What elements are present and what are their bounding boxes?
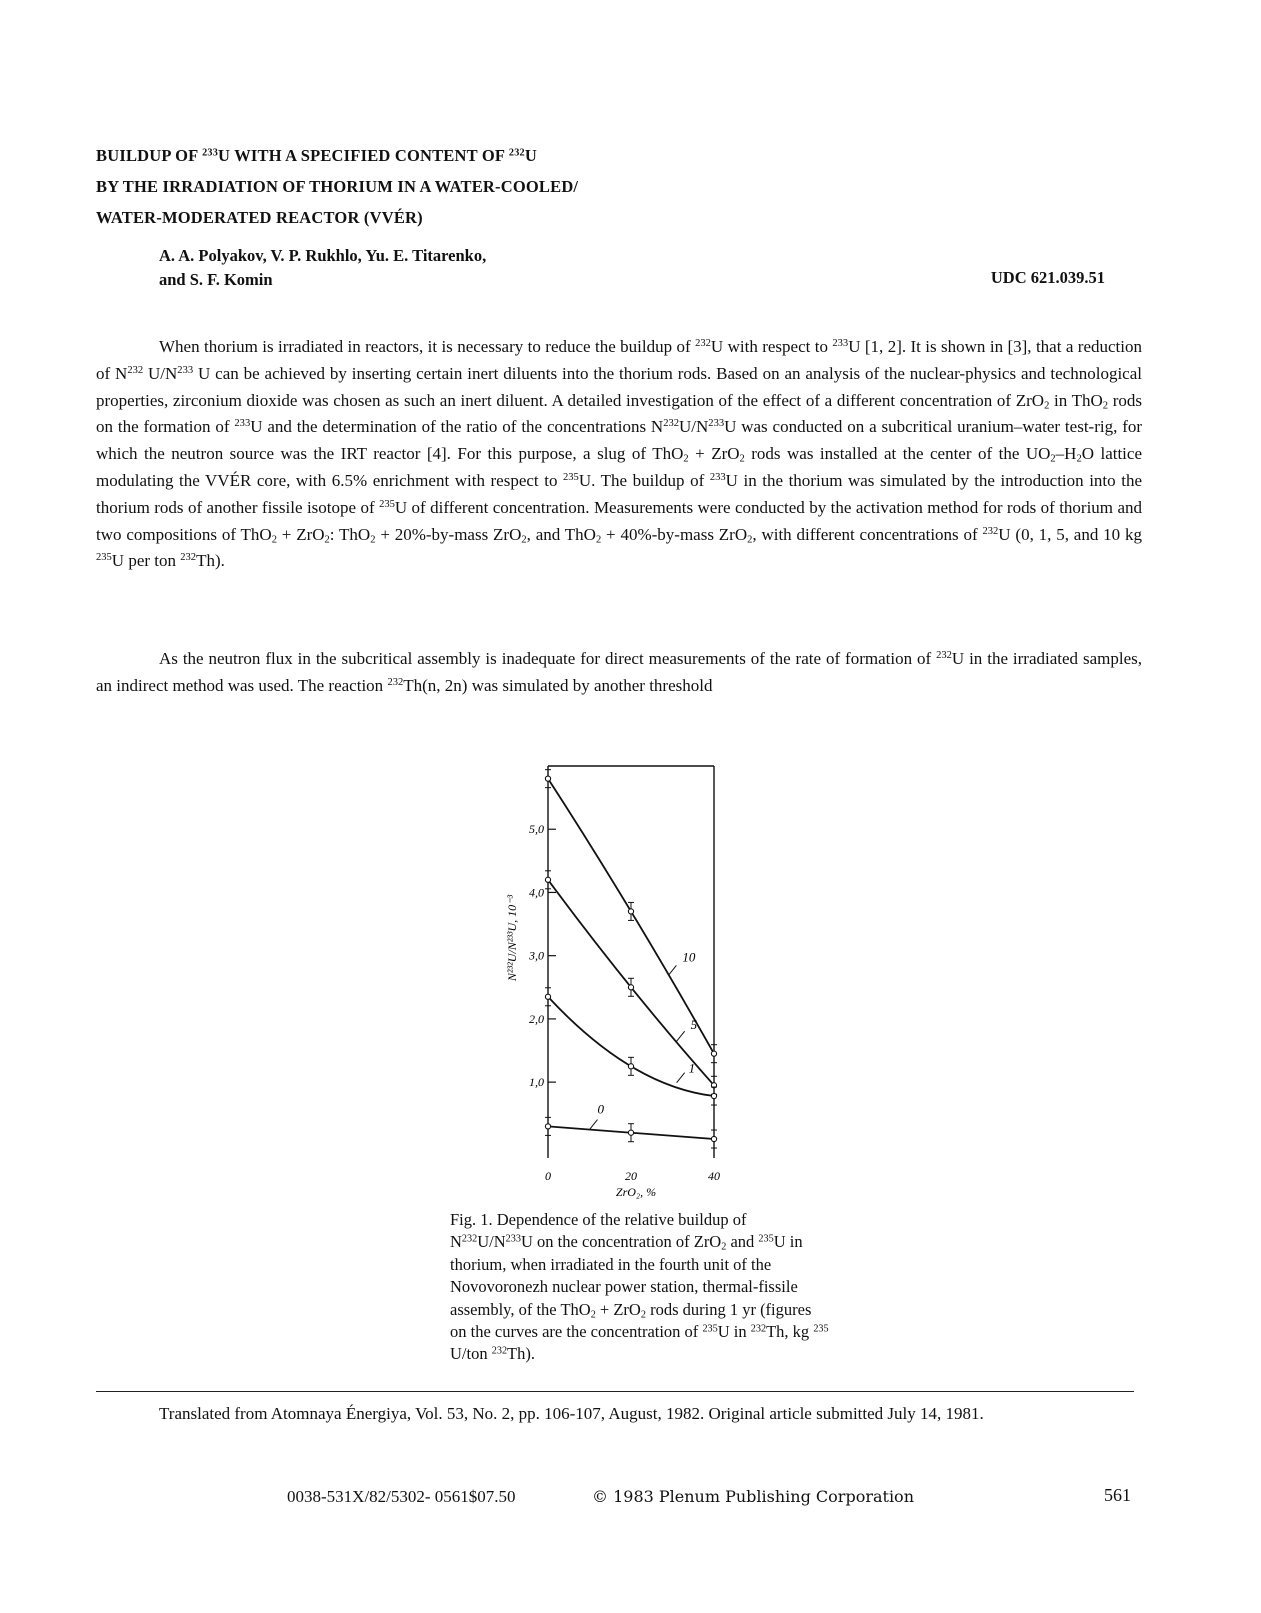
- text-run: When thorium is irradiated in reactors, it is necessary to reduce the buildup of: [159, 337, 696, 356]
- text-run: U in the irradiated samples, an indirect method was used. The reaction: [96, 649, 1142, 695]
- text-run: in ThO: [1049, 390, 1103, 410]
- text-run: + 40%-by-mass ZrO: [601, 524, 748, 544]
- paragraph-1: [96, 334, 1142, 575]
- subscript: 2: [271, 534, 277, 546]
- text-run: , and ThO: [526, 524, 596, 544]
- y-tick-label: 5,0: [529, 822, 544, 837]
- series-label-leader: [590, 1120, 598, 1130]
- paper-title: BUILDUP OF $^{233}$U WITH A SPECIFIED CONTENT OF $^{232}$U BY THE IRRADIATION OF THORIUM IN A WATER-COOLED/ WATER-MODERATED REACTOR (VVÉR): [96, 146, 579, 227]
- data-point: [545, 877, 550, 882]
- text-run: U of different concentration. Measurements were conducted by the activation method for rods of thorium and two compositions of ThO: [96, 497, 1142, 544]
- figure-caption: [450, 1209, 830, 1366]
- data-point: [628, 909, 633, 914]
- text-run: Th(n, 2n) was simulated by another threshold: [403, 675, 713, 695]
- copyright: © 1983 Plenum Publishing Corporation: [592, 1487, 914, 1506]
- text-run: rods during 1 yr (figures on the curves are the concentration of: [450, 1299, 812, 1342]
- data-point: [628, 1064, 633, 1069]
- text-run: Th).: [507, 1344, 535, 1364]
- udc-code: UDC 621.039.51: [990, 268, 1105, 287]
- y-tick-label: 1,0: [529, 1075, 544, 1090]
- data-point: [711, 1136, 716, 1141]
- superscript: 232: [180, 552, 197, 564]
- x-axis-ticks: [545, 1169, 720, 1183]
- series-label-5: 5: [690, 1017, 698, 1033]
- text-run: rods on the formation of: [96, 390, 1142, 437]
- series-label-leader: [677, 1073, 685, 1083]
- superscript: 233: [505, 1233, 521, 1245]
- text-run: U/ton: [450, 1344, 492, 1364]
- page-number: 561: [1104, 1485, 1131, 1505]
- text-run: + ZrO: [595, 1299, 641, 1319]
- series-label-0: 0: [597, 1101, 604, 1117]
- superscript: 232: [663, 418, 680, 430]
- text-run: U (0, 1, 5, and 10 kg: [998, 524, 1143, 544]
- footnote: Translated from Atomnaya Énergiya, Vol. 53, No. 2, pp. 106-107, August, 1982. Original article submitted July 14, 1981.: [159, 1404, 984, 1423]
- text-run: + ZrO: [276, 524, 325, 544]
- text-run: , with different concentrations of: [752, 524, 983, 544]
- footnote-rule: [96, 1391, 1134, 1392]
- subscript: 2: [747, 534, 753, 546]
- series-label-leader: [677, 1031, 685, 1041]
- data-point: [545, 1124, 550, 1129]
- data-point: [545, 776, 550, 781]
- text-run: U/N: [679, 417, 709, 437]
- text-run: U per ton: [111, 551, 181, 571]
- text-run: As the neutron flux in the subcritical assembly is inadequate for direct measurements of the rate of formation of: [159, 649, 937, 668]
- superscript: 235: [702, 1323, 718, 1335]
- text-run: and: [726, 1232, 759, 1252]
- x-tick-label: 40: [708, 1169, 720, 1183]
- text-run: U/N: [143, 363, 178, 383]
- subscript: 2: [683, 453, 689, 465]
- text-run: U on the concentration of ZrO: [521, 1232, 722, 1252]
- superscript: 235: [758, 1233, 774, 1245]
- y-tick-label: 3,0: [529, 948, 544, 963]
- paragraph-2: [96, 646, 1142, 700]
- x-tick-label: 20: [625, 1169, 637, 1183]
- text-run: U can be achieved by inserting certain inert diluents into the thorium rods. Based on an analysis of the nuclear-physics and technological properties, zirconium dioxide was chosen as such an inert diluent. A detailed investigation of the effect of a different concentration of ZrO: [96, 363, 1142, 410]
- superscript: 235: [813, 1323, 829, 1335]
- series-label-1: 1: [688, 1060, 696, 1076]
- text-run: U in: [717, 1322, 751, 1342]
- text-run: rods was installed at the center of the UO: [744, 444, 1051, 464]
- series-label-10: 10: [682, 949, 696, 965]
- superscript: 232: [695, 338, 711, 350]
- subscript: 2: [1102, 400, 1109, 412]
- authors: A. A. Polyakov, V. P. Rukhlo, Yu. E. Titarenko, and S. F. Komin: [159, 246, 487, 289]
- subscript: 2: [590, 1309, 596, 1321]
- text-run: Th, kg: [766, 1322, 814, 1342]
- subscript: 2: [370, 534, 376, 546]
- text-run: U [1, 2]. It is shown in [3], that a reduction of N: [96, 337, 1142, 383]
- superscript: 232: [461, 1233, 478, 1245]
- superscript: 235: [96, 552, 112, 564]
- text-run: + ZrO: [688, 444, 740, 464]
- text-run: U. The buildup of: [578, 470, 710, 490]
- superscript: 235: [379, 498, 395, 510]
- text-run: U/N: [477, 1232, 506, 1252]
- superscript: 233: [234, 418, 251, 430]
- superscript: 232: [491, 1345, 508, 1357]
- text-run: U in thorium, when irradiated in the fourth unit of the Novovoronezh nuclear power station, thermal-fissile assembly, of the ThO: [450, 1232, 803, 1319]
- text-run: + 20%-by-mass ZrO: [375, 524, 522, 544]
- text-run: –H: [1055, 444, 1077, 464]
- subscript: 2: [595, 534, 602, 546]
- text-run: U was conducted on a subcritical uranium–water test-rig, for which the neutron source was the IRT reactor [4]. For this purpose, a slug of ThO: [96, 417, 1143, 464]
- superscript: 232: [127, 365, 144, 376]
- superscript: 232: [982, 525, 999, 537]
- superscript: 233: [708, 418, 725, 430]
- superscript: 233: [832, 338, 849, 350]
- y-axis-ticks: [528, 822, 556, 1089]
- text-run: Th).: [196, 551, 225, 571]
- text-run: U with respect to: [710, 337, 833, 356]
- subscript: 2: [640, 1309, 646, 1321]
- y-tick-label: 2,0: [529, 1011, 544, 1026]
- figure-1-chart: [496, 760, 756, 1206]
- subscript: 2: [721, 1241, 727, 1253]
- data-point: [628, 1130, 633, 1135]
- superscript: 235: [563, 472, 579, 484]
- superscript: 232: [750, 1323, 767, 1335]
- subscript: 2: [739, 453, 745, 465]
- subscript: 2: [1044, 400, 1050, 412]
- series-group: [545, 770, 717, 1148]
- data-point: [711, 1051, 716, 1056]
- text-run: Fig. 1. Dependence of the relative buildup of N: [450, 1210, 747, 1252]
- text-run: U in the thorium was simulated by the introduction into the thorium rods of another fissile isotope of: [96, 470, 1142, 517]
- superscript: 233: [177, 365, 194, 376]
- text-run: : ThO: [329, 524, 371, 544]
- x-axis-label: ZrO₂, %: [615, 1185, 657, 1199]
- superscript: 232: [936, 650, 952, 662]
- subscript: 2: [324, 534, 330, 546]
- data-point: [628, 985, 633, 990]
- data-point: [711, 1093, 716, 1098]
- x-tick-label: 0: [545, 1169, 551, 1183]
- subscript: 2: [1050, 453, 1056, 465]
- superscript: 232: [387, 677, 404, 688]
- text-run: O lattice modulating the VVÉR core, with 6.5% enrichment with respect to: [96, 444, 1142, 490]
- article-code: 0038-531X/82/5302- 0561$07.50: [287, 1487, 516, 1506]
- superscript: 233: [709, 472, 726, 484]
- y-tick-label: 4,0: [529, 885, 544, 900]
- subscript: 2: [521, 534, 527, 546]
- subscript: 2: [1076, 453, 1082, 465]
- text-run: U and the determination of the ratio of the concentrations N: [250, 417, 664, 437]
- series-label-leader: [668, 965, 676, 975]
- y-axis-label: N²³²U/N²³³U, 10⁻³: [505, 894, 519, 982]
- data-point: [545, 994, 550, 999]
